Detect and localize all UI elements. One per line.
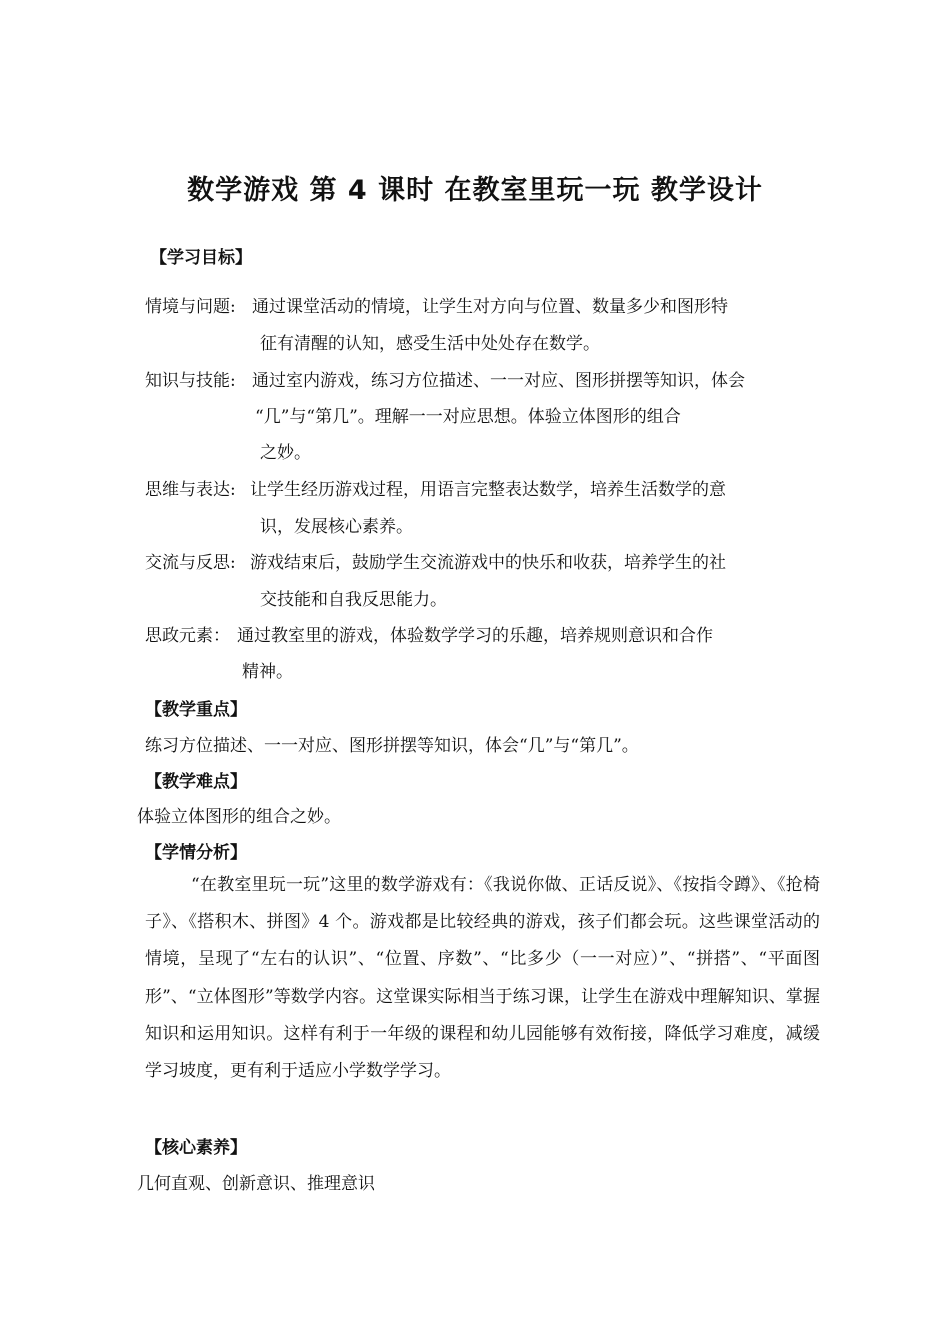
objective-text-thinking: 让学生经历游戏过程，用语言完整表达数学，培养生活数学的意 — [250, 480, 726, 500]
core-text: 几何直观、创新意识、推理意识 — [137, 1174, 375, 1194]
objective-label-thinking: 思维与表达: — [145, 480, 236, 500]
analysis-paragraph: “在教室里玩一玩”这里的数学游戏有：《我说你做、正话反说》、《按指令蹲》、《抢椅子》、《搭积木、拼图》4 个。游戏都是比较经典的游戏，孩子们都会玩。这些课堂活动的情境，呈现了“左右的认识”、“位置、序数”、“比多少（一一对应）”、“拼搭”、“平面图形”、“立体图形”等数学内容。这堂课实际相当于练习课，让学生在游戏中理解知识、掌握知识和运用知识。这样有利于一年级的课程和幼儿园能够有效衔接，降低学习难度，减缓学习坡度，更有利于适应小学数学学习。 — [145, 875, 820, 1082]
objective-label-ideology: 思政元素： — [145, 626, 230, 646]
objective-label-knowledge: 知识与技能: — [145, 371, 236, 391]
objective-text-situation-cont: 征有清醒的认知，感受生活中处处存在数学。 — [260, 334, 600, 354]
document-title: 数学游戏 第 4 课时 在教室里玩一玩 教学设计 — [187, 175, 763, 206]
difficulties-text: 体验立体图形的组合之妙。 — [137, 807, 341, 827]
core-heading: 【核心素养】 — [145, 1138, 247, 1158]
objective-text-ideology-cont: 精神。 — [242, 662, 293, 682]
objectives-heading: 【学习目标】 — [150, 248, 252, 268]
objective-label-reflection: 交流与反思: — [145, 553, 236, 573]
objective-text-knowledge-cont2: 之妙。 — [260, 443, 311, 463]
objective-text-knowledge-cont1: “几”与“第几”。理解一一对应思想。体验立体图形的组合 — [255, 407, 681, 427]
objective-text-thinking-cont: 识，发展核心素养。 — [260, 517, 413, 537]
analysis-heading: 【学情分析】 — [145, 843, 247, 863]
key-points-heading: 【教学重点】 — [145, 700, 247, 720]
objective-text-ideology: 通过教室里的游戏，体验数学学习的乐趣，培养规则意识和合作 — [237, 626, 713, 646]
objective-text-reflection: 游戏结束后，鼓励学生交流游戏中的快乐和收获，培养学生的社 — [250, 553, 726, 573]
difficulties-heading: 【教学难点】 — [145, 772, 247, 792]
objective-label-situation: 情境与问题: — [145, 297, 236, 317]
objective-text-knowledge: 通过室内游戏，练习方位描述、一一对应、图形拼摆等知识，体会 — [252, 371, 745, 391]
objective-text-reflection-cont: 交技能和自我反思能力。 — [260, 590, 447, 610]
objective-text-situation: 通过课堂活动的情境，让学生对方向与位置、数量多少和图形特 — [252, 297, 728, 317]
key-points-text: 练习方位描述、一一对应、图形拼摆等知识，体会“几”与“第几”。 — [145, 736, 639, 756]
